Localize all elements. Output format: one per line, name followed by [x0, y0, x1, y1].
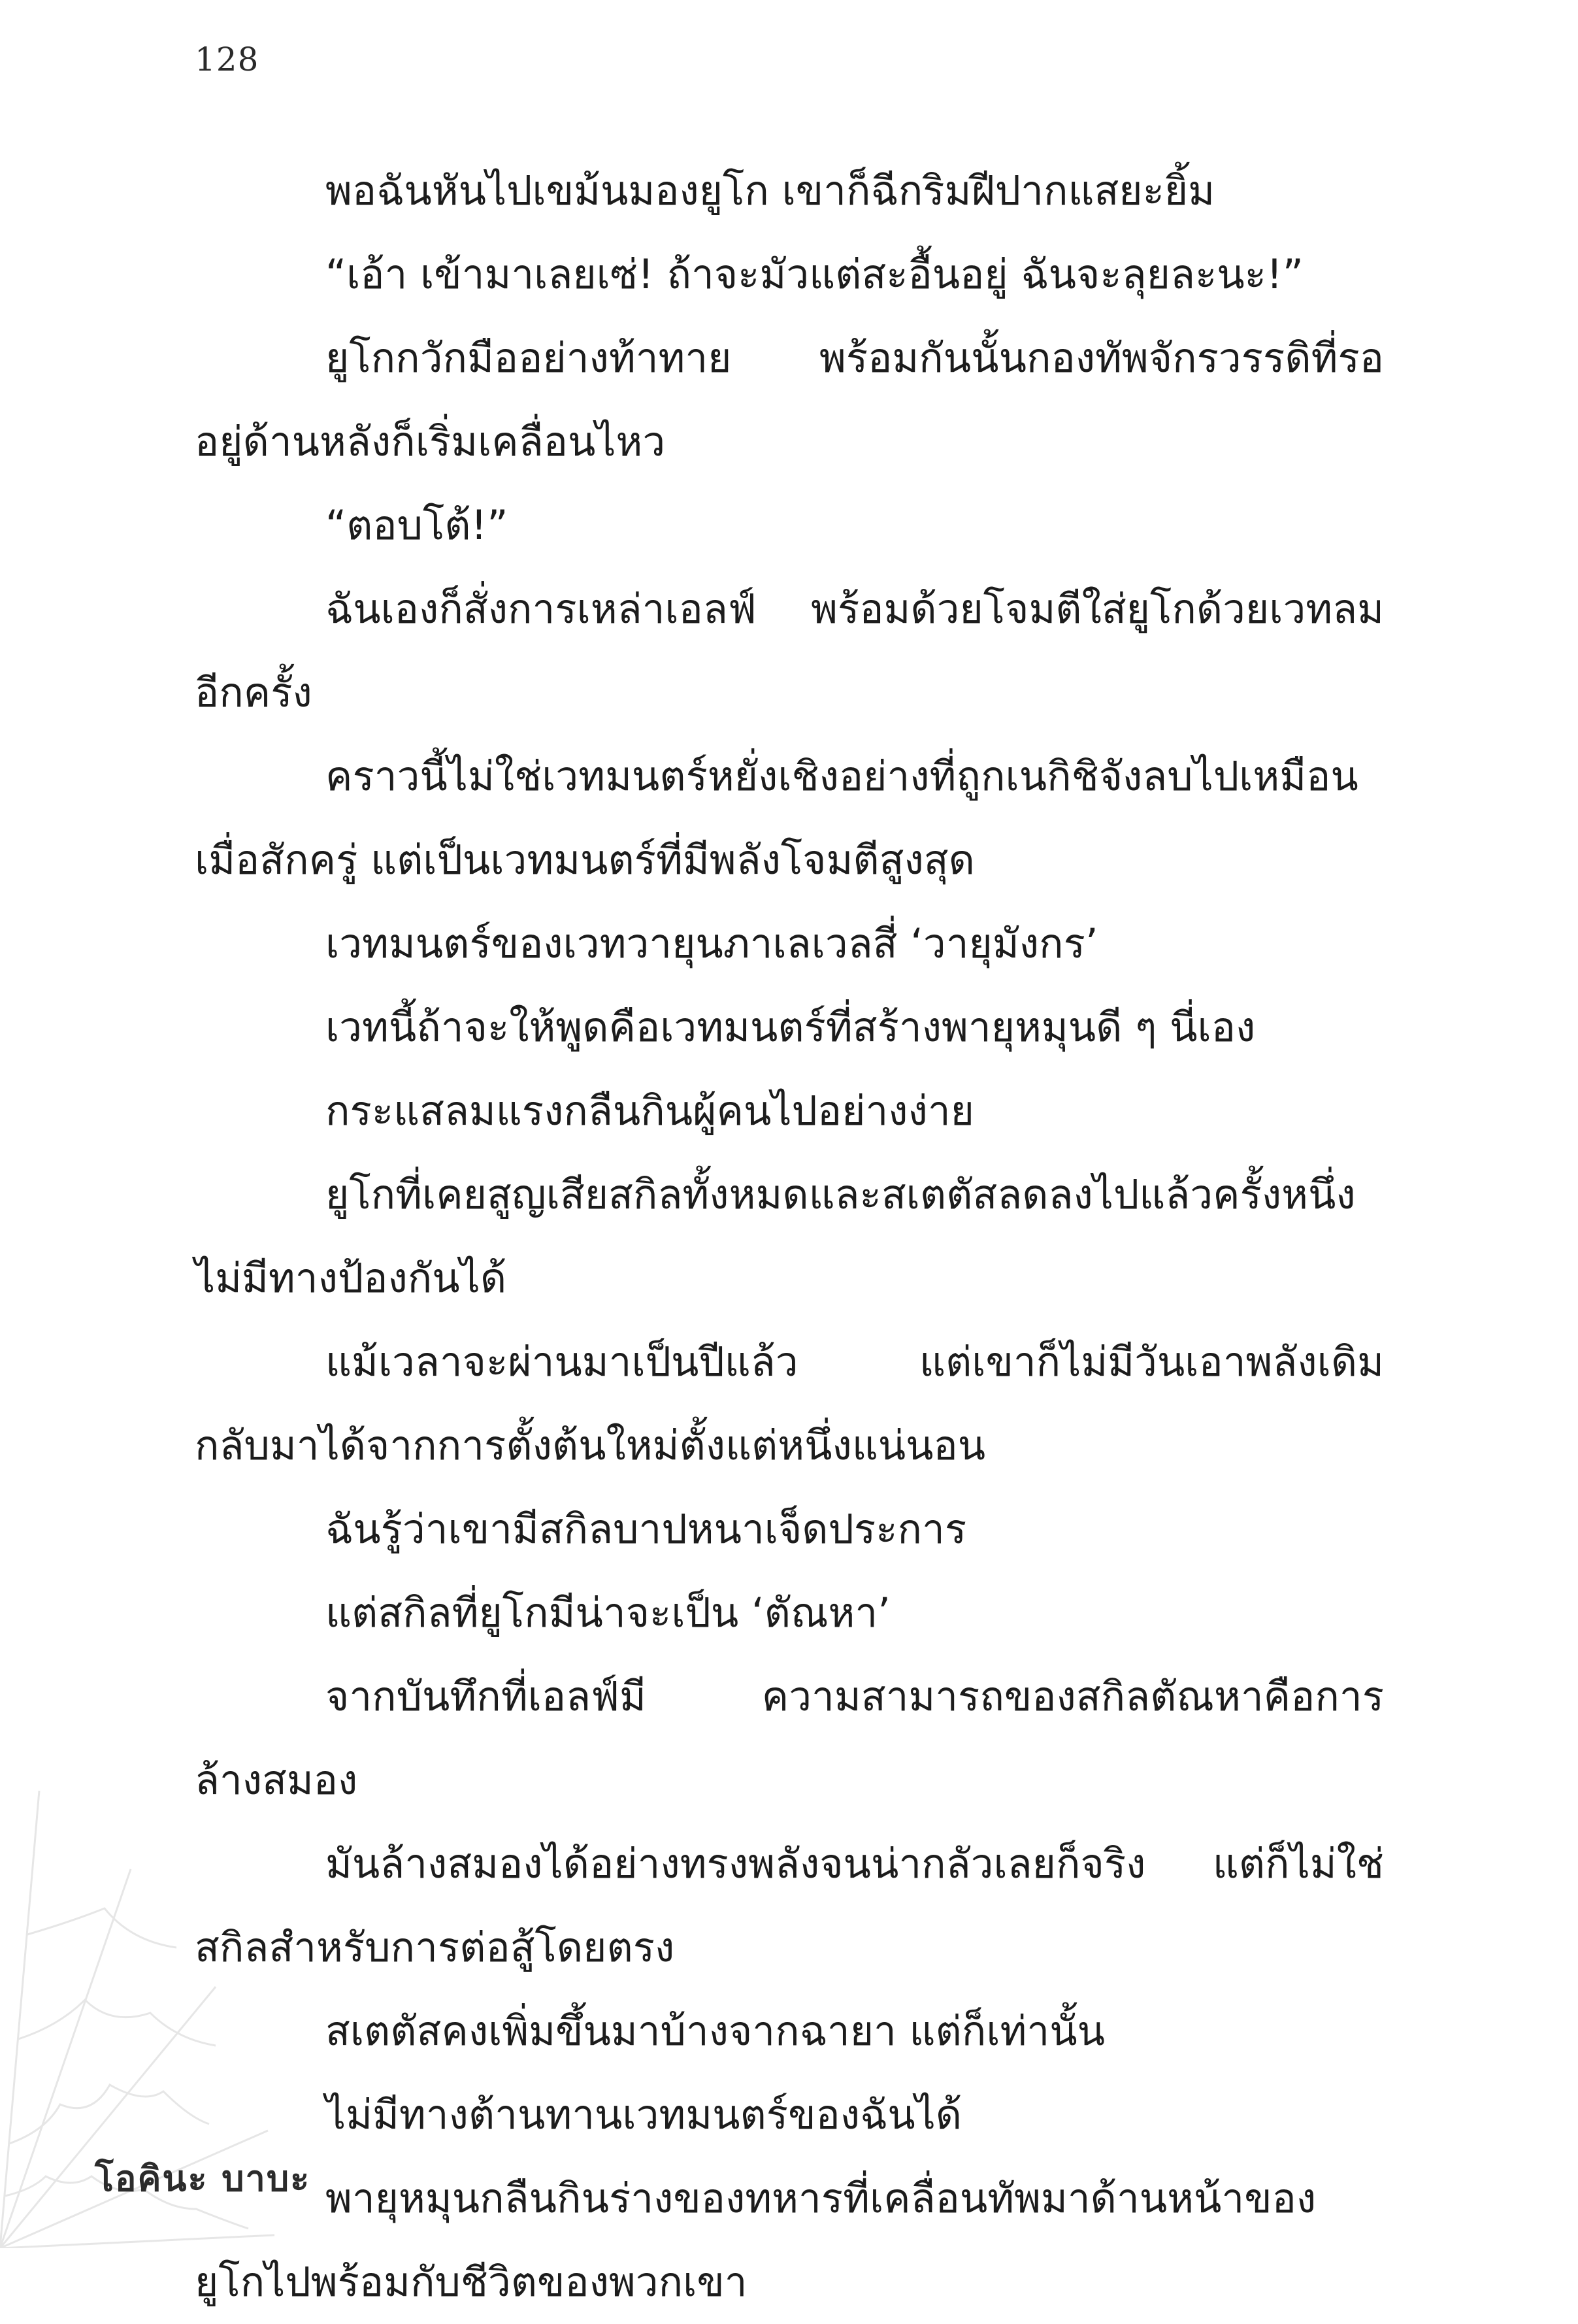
text-line: ฉันรู้ว่าเขามีสกิลบาปหนาเจ็ดประการ	[325, 1505, 967, 1553]
text-line: อีกครั้ง	[195, 669, 312, 716]
body-text	[195, 149, 1384, 2324]
text-line: มันล้างสมองได้อย่างทรงพลังจนน่ากลัวเลยก็จริง แต่ก็ไม่ใช่	[325, 1840, 1384, 1887]
text-line: พายุหมุนกลืนกินร่างของทหารที่เคลื่อนทัพมาด้านหน้าของ	[325, 2174, 1317, 2222]
text-line: กลับมาได้จากการตั้งต้นใหม่ตั้งแต่หนึ่งแน่นอน	[195, 1421, 986, 1469]
text-line: เวทนี้ถ้าจะให้พูดคือเวทมนตร์ที่สร้างพายุหมุนดี ๆ นี่เอง	[325, 1003, 1256, 1051]
text-line: เวทมนตร์ของเวทวายุนภาเลเวลสี่ ‘วายุมังกร’	[325, 920, 1098, 967]
text-line: “เอ้า เข้ามาเลยเซ่! ถ้าจะมัวแต่สะอื้นอยู่ ฉันจะลุยละนะ!”	[325, 250, 1304, 298]
text-line: ไม่มีทางป้องกันได้	[195, 1254, 507, 1302]
text-line: ล้างสมอง	[195, 1756, 358, 1804]
text-line: กระแสลมแรงกลืนกินผู้คนไปอย่างง่าย	[325, 1087, 974, 1135]
text-line: อยู่ด้านหลังก็เริ่มเคลื่อนไหว	[195, 418, 666, 465]
text-line: สเตตัสคงเพิ่มขึ้นมาบ้างจากฉายา แต่ก็เท่านั้น	[325, 2007, 1105, 2055]
text-line: จากบันทึกที่เอลฟ์มี ความสามารถของสกิลตัณหาคือการ	[325, 1672, 1384, 1720]
text-line: เมื่อสักครู่ แต่เป็นเวทมนตร์ที่มีพลังโจมตีสูงสุด	[195, 836, 975, 884]
text-line: ยูโกกวักมืออย่างท้าทาย พร้อมกันนั้นกองทัพจักรวรรดิที่รอ	[325, 334, 1384, 382]
footer-author: โอคินะ บาบะ	[95, 2158, 311, 2199]
text-line: แม้เวลาจะผ่านมาเป็นปีแล้ว แต่เขาก็ไม่มีวันเอาพลังเดิม	[325, 1338, 1384, 1386]
text-line: “ตอบโต้!”	[325, 501, 508, 549]
text-line: พอฉันหันไปเขม้นมองยูโก เขาก็ฉีกริมฝีปากแสยะยิ้ม	[325, 167, 1215, 214]
text-line: ยูโกไปพร้อมกับชีวิตของพวกเขา	[195, 2258, 748, 2306]
text-line: ฉันเองก็สั่งการเหล่าเอลฟ์ พร้อมด้วยโจมตีใส่ยูโกด้วยเวทลม	[325, 585, 1384, 633]
text-line: คราวนี้ไม่ใช่เวทมนตร์หยั่งเชิงอย่างที่ถูกเนกิชิจังลบไปเหมือน	[325, 752, 1358, 800]
text-line: ยูโกที่เคยสูญเสียสกิลทั้งหมดและสเตตัสลดลงไปแล้วครั้งหนึ่ง	[325, 1170, 1356, 1218]
page-number: 128	[195, 41, 259, 78]
text-line: ไม่มีทางต้านทานเวทมนตร์ของฉันได้	[325, 2091, 962, 2138]
text-line: สกิลสำหรับการต่อสู้โดยตรง	[195, 1923, 675, 1971]
text-line: แต่สกิลที่ยูโกมีน่าจะเป็น ‘ตัณหา’	[325, 1589, 891, 1636]
